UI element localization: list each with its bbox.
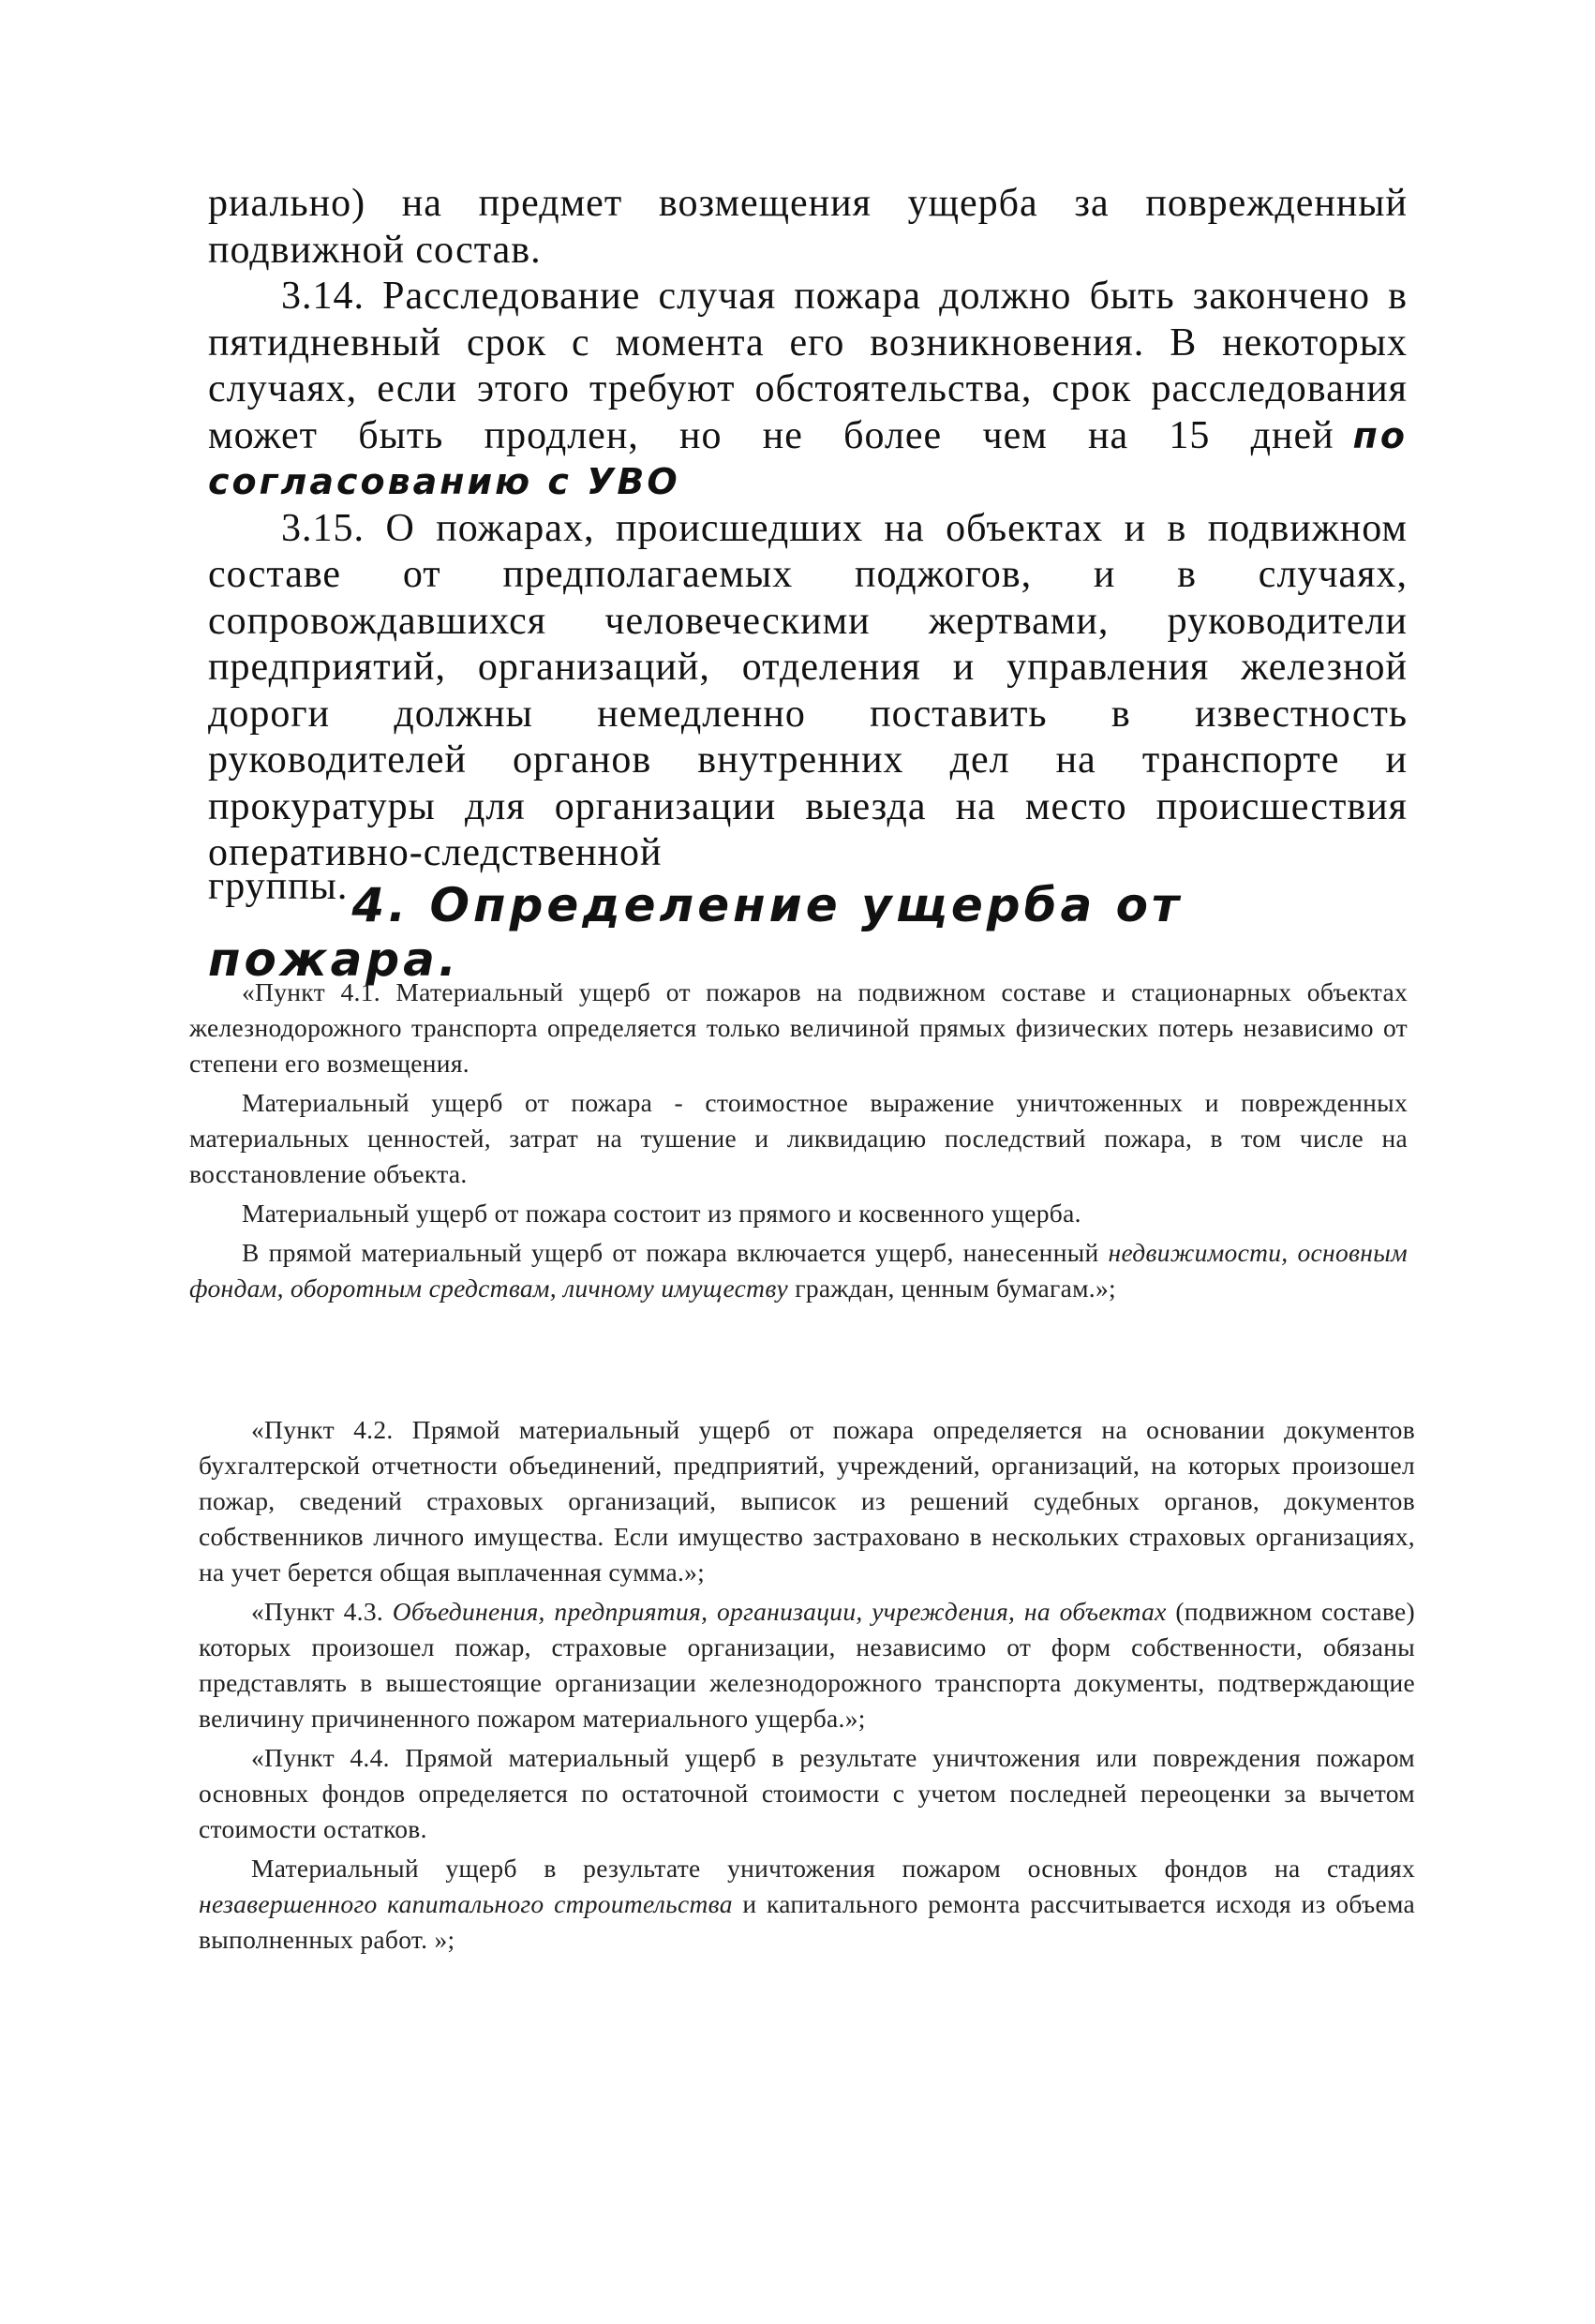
clause-text-end: и капитального ремонта рассчитывается исходя из объема выполненных работ. »; xyxy=(199,1889,1416,1954)
clause-italic-text: Объединения, предприятия, организации, учреждения, на объектах xyxy=(392,1597,1167,1626)
paragraph-3-15-end: группы. xyxy=(208,865,349,908)
paragraph-3-15: 3.15. О пожарах, происшедших на объектах и в подвижном составе от предполагаемых поджогов, и в случаях, сопровождавшихся человеческими жертвами, руководители предприятий, организаций, отделения и управления железной дороги должны немедленно поставить в известность руководителей органов внутренних дел на транспорте и прокуратуры для организации выезда на место происшествия оперативно-следственной xyxy=(208,506,1408,874)
clause-text: «Пункт 4.3. xyxy=(251,1597,384,1626)
paragraph-3-14-text: 3.14. Расследование случая пожара должно быть закончено в пятидневный срок с момента его возникновения. В некоторых случаях, если этого требуют обстоятельства, срок расследования может быть продлен, но не более чем на 15 дней xyxy=(208,275,1408,457)
clause-4-1-definition: Материальный ущерб от пожара - стоимостное выражение уничтоженных и поврежденных материальных ценностей, затрат на тушение и ликвидацию последствий пожара, в том числе на восстановление объекта. xyxy=(189,1088,1408,1188)
paragraph-continuation: риально) на предмет возмещения ущерба за поврежденный подвижной состав. xyxy=(208,182,1408,272)
handwritten-note: по согласованию с УВО xyxy=(208,414,1408,502)
clause-4-4-construction xyxy=(199,1851,1415,1958)
clause-4-3 xyxy=(199,1594,1415,1736)
paragraph-3-14 xyxy=(208,274,1408,506)
clause-4-1-composition: Материальный ущерб от пожара состоит из прямого и косвенного ущерба. xyxy=(242,1199,1081,1228)
clause-4-1-direct-damage xyxy=(189,1235,1408,1306)
handwritten-section-heading: 4. Определение ущерба от пожара. xyxy=(208,878,1183,987)
clause-italic-text: незавершенного капитального строительства xyxy=(199,1889,733,1918)
clause-4-1: «Пункт 4.1. Материальный ущерб от пожаров на подвижном составе и стационарных объектах железнодорожного транспорта определяется только величиной прямых физических потерь независимо от степени его возмещения. xyxy=(189,977,1408,1078)
clause-italic-text: недвижимости, основным фондам, оборотным средствам, личному имуществу xyxy=(189,1238,1408,1303)
main-text-block xyxy=(208,181,1408,877)
clause-text: Материальный ущерб в результате уничтожения пожаром основных фондов на стадиях xyxy=(251,1854,1415,1883)
pasted-insert-4-1 xyxy=(189,975,1408,1310)
clause-4-4: «Пункт 4.4. Прямой материальный ущерб в результате уничтожения или повреждения пожаром основных фондов определяется по остаточной стоимости с учетом последней переоценки за вычетом стоимости остатков. xyxy=(199,1743,1415,1843)
clause-text-end: граждан, ценным бумагам.»; xyxy=(795,1274,1116,1303)
clause-text-end: (подвижном составе) которых произошел пожар, страховые организации, независимо от форм собственности, обязаны представлять в вышестоящие организации железнодорожного транспорта документы, подтверждающие величину причиненного пожаром материального ущерба.»; xyxy=(199,1597,1415,1733)
section-heading-line xyxy=(208,864,1426,987)
clause-text: В прямой материальный ущерб от пожара включается ущерб, нанесенный xyxy=(242,1238,1099,1267)
clause-4-2: «Пункт 4.2. Прямой материальный ущерб от пожара определяется на основании документов бухгалтерской отчетности объединений, предприятий, учреждений, организаций, на которых произошел пожар, сведений страховых организаций, выписок из решений судебных органов, документов собственников личного имущества. Если имущество застраховано в нескольких страховых организациях, на учет берется общая выплаченная сумма.»; xyxy=(199,1415,1415,1587)
pasted-insert-4-2-4-4 xyxy=(199,1412,1415,1961)
